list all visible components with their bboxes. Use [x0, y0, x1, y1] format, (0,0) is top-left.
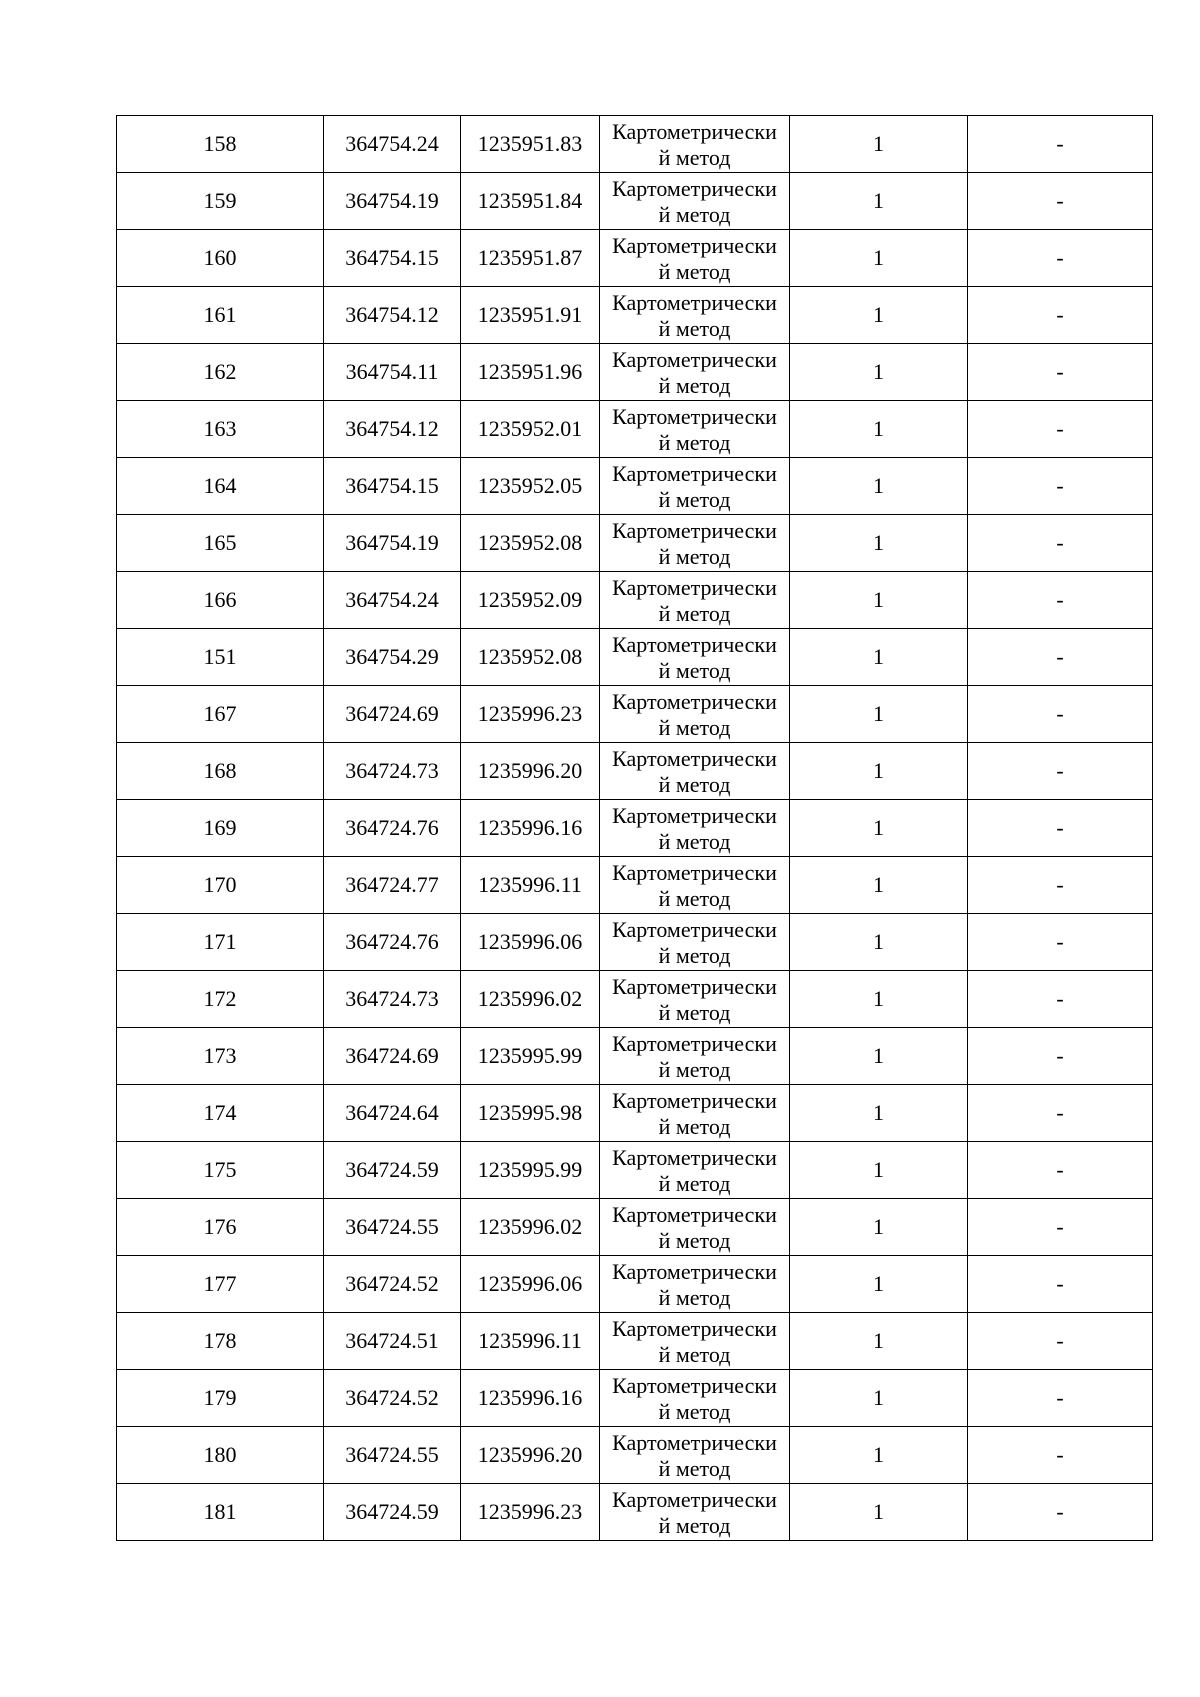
- cell-accuracy: 1: [790, 344, 968, 401]
- cell-coordinate-y: 1235996.02: [461, 1199, 600, 1256]
- cell-method: [600, 572, 790, 629]
- table-row: [117, 914, 1153, 971]
- cell-method: [600, 857, 790, 914]
- cell-coordinate-x: 364724.59: [324, 1142, 461, 1199]
- cell-coordinate-x: 364724.73: [324, 743, 461, 800]
- cell-coordinate-y: 1235996.06: [461, 1256, 600, 1313]
- method-text-line-1: Картометрически: [612, 1030, 777, 1056]
- method-text-line-1: Картометрически: [612, 1315, 777, 1341]
- cell-method: [600, 1199, 790, 1256]
- cell-point-number: 173: [117, 1028, 324, 1085]
- cell-coordinate-x: 364724.51: [324, 1313, 461, 1370]
- cell-description: -: [968, 1085, 1153, 1142]
- cell-coordinate-x: 364754.19: [324, 173, 461, 230]
- table-row: [117, 287, 1153, 344]
- table-row: [117, 1256, 1153, 1313]
- method-text-line-1: Картометрически: [612, 574, 777, 600]
- table-row: [117, 1199, 1153, 1256]
- table-row: [117, 458, 1153, 515]
- cell-coordinate-x: 364724.76: [324, 800, 461, 857]
- table-row: [117, 971, 1153, 1028]
- method-text-line-2: й метод: [658, 372, 731, 398]
- method-text-line-2: й метод: [658, 1398, 731, 1424]
- cell-accuracy: 1: [790, 914, 968, 971]
- method-text-line-1: Картометрически: [612, 631, 777, 657]
- method-text-line-2: й метод: [658, 828, 731, 854]
- cell-coordinate-y: 1235952.08: [461, 515, 600, 572]
- method-text-line-1: Картометрически: [612, 1258, 777, 1284]
- cell-point-number: 161: [117, 287, 324, 344]
- table-row: [117, 1085, 1153, 1142]
- table-row: [117, 515, 1153, 572]
- cell-coordinate-x: 364754.15: [324, 458, 461, 515]
- cell-coordinate-y: 1235996.11: [461, 1313, 600, 1370]
- cell-point-number: 176: [117, 1199, 324, 1256]
- cell-method: [600, 1370, 790, 1427]
- cell-coordinate-x: 364724.55: [324, 1427, 461, 1484]
- cell-coordinate-x: 364724.52: [324, 1256, 461, 1313]
- table-row: [117, 230, 1153, 287]
- cell-accuracy: 1: [790, 800, 968, 857]
- method-text-line-2: й метод: [658, 657, 731, 683]
- method-text-line-2: й метод: [658, 1341, 731, 1367]
- cell-description: -: [968, 1370, 1153, 1427]
- method-text-line-2: й метод: [658, 1170, 731, 1196]
- method-text-line-2: й метод: [658, 600, 731, 626]
- cell-accuracy: 1: [790, 743, 968, 800]
- method-text-line-2: й метод: [658, 885, 731, 911]
- cell-description: -: [968, 971, 1153, 1028]
- cell-coordinate-x: 364754.19: [324, 515, 461, 572]
- cell-coordinate-y: 1235996.20: [461, 1427, 600, 1484]
- method-text-line-1: Картометрически: [612, 973, 777, 999]
- method-text-line-2: й метод: [658, 429, 731, 455]
- cell-description: -: [968, 401, 1153, 458]
- cell-accuracy: 1: [790, 173, 968, 230]
- cell-description: -: [968, 857, 1153, 914]
- cell-description: -: [968, 116, 1153, 173]
- cell-coordinate-y: 1235995.98: [461, 1085, 600, 1142]
- method-text-line-1: Картометрически: [612, 346, 777, 372]
- cell-accuracy: 1: [790, 458, 968, 515]
- cell-point-number: 166: [117, 572, 324, 629]
- method-text-line-1: Картометрически: [612, 1486, 777, 1512]
- table-row: [117, 743, 1153, 800]
- method-text-line-2: й метод: [658, 1512, 731, 1538]
- method-text-line-2: й метод: [658, 486, 731, 512]
- cell-coordinate-y: 1235951.87: [461, 230, 600, 287]
- cell-description: -: [968, 629, 1153, 686]
- cell-description: -: [968, 1028, 1153, 1085]
- method-text-line-1: Картометрически: [612, 118, 777, 144]
- cell-description: -: [968, 344, 1153, 401]
- cell-point-number: 174: [117, 1085, 324, 1142]
- cell-description: -: [968, 1142, 1153, 1199]
- method-text-line-2: й метод: [658, 258, 731, 284]
- cell-point-number: 171: [117, 914, 324, 971]
- cell-method: [600, 401, 790, 458]
- cell-point-number: 179: [117, 1370, 324, 1427]
- cell-coordinate-x: 364724.77: [324, 857, 461, 914]
- cell-coordinate-y: 1235951.84: [461, 173, 600, 230]
- cell-description: -: [968, 230, 1153, 287]
- cell-coordinate-y: 1235996.11: [461, 857, 600, 914]
- cell-coordinate-x: 364754.11: [324, 344, 461, 401]
- cell-description: -: [968, 800, 1153, 857]
- cell-accuracy: 1: [790, 1313, 968, 1370]
- cell-accuracy: 1: [790, 1199, 968, 1256]
- cell-point-number: 159: [117, 173, 324, 230]
- cell-coordinate-x: 364754.12: [324, 287, 461, 344]
- method-text-line-2: й метод: [658, 1056, 731, 1082]
- cell-coordinate-x: 364724.73: [324, 971, 461, 1028]
- method-text-line-2: й метод: [658, 144, 731, 170]
- table-row: [117, 116, 1153, 173]
- method-text-line-2: й метод: [658, 771, 731, 797]
- cell-method: [600, 743, 790, 800]
- cell-method: [600, 173, 790, 230]
- cell-method: [600, 458, 790, 515]
- cell-description: -: [968, 458, 1153, 515]
- method-text-line-2: й метод: [658, 942, 731, 968]
- cell-coordinate-y: 1235951.96: [461, 344, 600, 401]
- cell-point-number: 165: [117, 515, 324, 572]
- cell-method: [600, 344, 790, 401]
- cell-point-number: 162: [117, 344, 324, 401]
- method-text-line-1: Картометрически: [612, 289, 777, 315]
- cell-description: -: [968, 743, 1153, 800]
- table-row: [117, 344, 1153, 401]
- method-text-line-2: й метод: [658, 315, 731, 341]
- cell-point-number: 178: [117, 1313, 324, 1370]
- cell-description: -: [968, 173, 1153, 230]
- method-text-line-1: Картометрически: [612, 460, 777, 486]
- cell-accuracy: 1: [790, 1256, 968, 1313]
- cell-coordinate-x: 364754.29: [324, 629, 461, 686]
- cell-point-number: 164: [117, 458, 324, 515]
- cell-accuracy: 1: [790, 401, 968, 458]
- cell-description: -: [968, 686, 1153, 743]
- table-row: [117, 1142, 1153, 1199]
- cell-coordinate-y: 1235995.99: [461, 1142, 600, 1199]
- method-text-line-1: Картометрически: [612, 517, 777, 543]
- cell-point-number: 177: [117, 1256, 324, 1313]
- method-text-line-1: Картометрически: [612, 175, 777, 201]
- method-text-line-1: Картометрически: [612, 859, 777, 885]
- cell-point-number: 167: [117, 686, 324, 743]
- method-text-line-1: Картометрически: [612, 1144, 777, 1170]
- cell-accuracy: 1: [790, 1085, 968, 1142]
- cell-coordinate-y: 1235952.08: [461, 629, 600, 686]
- cell-accuracy: 1: [790, 1370, 968, 1427]
- method-text-line-2: й метод: [658, 543, 731, 569]
- method-text-line-1: Картометрически: [612, 688, 777, 714]
- cell-point-number: 181: [117, 1484, 324, 1541]
- method-text-line-1: Картометрически: [612, 1087, 777, 1113]
- cell-method: [600, 1142, 790, 1199]
- method-text-line-1: Картометрически: [612, 1372, 777, 1398]
- cell-coordinate-x: 364724.55: [324, 1199, 461, 1256]
- method-text-line-1: Картометрически: [612, 403, 777, 429]
- cell-accuracy: 1: [790, 116, 968, 173]
- cell-coordinate-y: 1235952.05: [461, 458, 600, 515]
- cell-coordinate-x: 364754.24: [324, 572, 461, 629]
- cell-accuracy: 1: [790, 629, 968, 686]
- cell-description: -: [968, 1256, 1153, 1313]
- cell-coordinate-x: 364724.52: [324, 1370, 461, 1427]
- table-row: [117, 857, 1153, 914]
- cell-description: -: [968, 1427, 1153, 1484]
- table-row: [117, 401, 1153, 458]
- cell-method: [600, 1313, 790, 1370]
- method-text-line-1: Картометрически: [612, 232, 777, 258]
- cell-point-number: 168: [117, 743, 324, 800]
- table-row: [117, 1427, 1153, 1484]
- cell-point-number: 170: [117, 857, 324, 914]
- cell-method: [600, 515, 790, 572]
- cell-description: -: [968, 1313, 1153, 1370]
- cell-coordinate-y: 1235952.09: [461, 572, 600, 629]
- cell-accuracy: 1: [790, 287, 968, 344]
- cell-coordinate-y: 1235996.23: [461, 686, 600, 743]
- cell-method: [600, 116, 790, 173]
- cell-coordinate-x: 364754.24: [324, 116, 461, 173]
- coordinates-table: [116, 115, 1153, 1541]
- cell-description: -: [968, 914, 1153, 971]
- cell-accuracy: 1: [790, 1484, 968, 1541]
- cell-coordinate-x: 364724.59: [324, 1484, 461, 1541]
- cell-method: [600, 914, 790, 971]
- method-text-line-2: й метод: [658, 1284, 731, 1310]
- cell-description: -: [968, 1484, 1153, 1541]
- cell-description: -: [968, 287, 1153, 344]
- cell-coordinate-y: 1235951.91: [461, 287, 600, 344]
- table-body: [117, 116, 1153, 1541]
- method-text-line-1: Картометрически: [612, 802, 777, 828]
- method-text-line-1: Картометрически: [612, 1429, 777, 1455]
- cell-method: [600, 800, 790, 857]
- table-row: [117, 1484, 1153, 1541]
- method-text-line-1: Картометрически: [612, 1201, 777, 1227]
- cell-method: [600, 1085, 790, 1142]
- cell-accuracy: 1: [790, 971, 968, 1028]
- cell-coordinate-x: 364724.69: [324, 686, 461, 743]
- cell-method: [600, 1427, 790, 1484]
- cell-method: [600, 686, 790, 743]
- cell-coordinate-y: 1235952.01: [461, 401, 600, 458]
- cell-coordinate-x: 364724.64: [324, 1085, 461, 1142]
- cell-method: [600, 1484, 790, 1541]
- cell-description: -: [968, 515, 1153, 572]
- cell-method: [600, 971, 790, 1028]
- cell-point-number: 151: [117, 629, 324, 686]
- table-row: [117, 686, 1153, 743]
- cell-description: -: [968, 1199, 1153, 1256]
- cell-method: [600, 230, 790, 287]
- table-row: [117, 572, 1153, 629]
- cell-accuracy: 1: [790, 515, 968, 572]
- cell-coordinate-y: 1235996.16: [461, 800, 600, 857]
- cell-accuracy: 1: [790, 686, 968, 743]
- cell-method: [600, 629, 790, 686]
- cell-accuracy: 1: [790, 230, 968, 287]
- cell-accuracy: 1: [790, 1028, 968, 1085]
- cell-coordinate-x: 364724.76: [324, 914, 461, 971]
- cell-coordinate-y: 1235996.23: [461, 1484, 600, 1541]
- table-row: [117, 1313, 1153, 1370]
- method-text-line-1: Картометрически: [612, 745, 777, 771]
- cell-point-number: 160: [117, 230, 324, 287]
- method-text-line-2: й метод: [658, 1227, 731, 1253]
- cell-point-number: 180: [117, 1427, 324, 1484]
- cell-coordinate-x: 364724.69: [324, 1028, 461, 1085]
- cell-accuracy: 1: [790, 1142, 968, 1199]
- method-text-line-2: й метод: [658, 999, 731, 1025]
- method-text-line-2: й метод: [658, 1113, 731, 1139]
- cell-description: -: [968, 572, 1153, 629]
- cell-method: [600, 287, 790, 344]
- cell-point-number: 158: [117, 116, 324, 173]
- table-row: [117, 1028, 1153, 1085]
- method-text-line-2: й метод: [658, 1455, 731, 1481]
- method-text-line-1: Картометрически: [612, 916, 777, 942]
- cell-coordinate-y: 1235995.99: [461, 1028, 600, 1085]
- cell-coordinate-y: 1235951.83: [461, 116, 600, 173]
- method-text-line-2: й метод: [658, 201, 731, 227]
- cell-point-number: 169: [117, 800, 324, 857]
- cell-point-number: 172: [117, 971, 324, 1028]
- cell-coordinate-x: 364754.12: [324, 401, 461, 458]
- cell-point-number: 175: [117, 1142, 324, 1199]
- cell-method: [600, 1256, 790, 1313]
- cell-coordinate-y: 1235996.06: [461, 914, 600, 971]
- cell-coordinate-x: 364754.15: [324, 230, 461, 287]
- table-row: [117, 1370, 1153, 1427]
- table-row: [117, 800, 1153, 857]
- cell-method: [600, 1028, 790, 1085]
- cell-accuracy: 1: [790, 572, 968, 629]
- cell-point-number: 163: [117, 401, 324, 458]
- cell-coordinate-y: 1235996.20: [461, 743, 600, 800]
- cell-coordinate-y: 1235996.16: [461, 1370, 600, 1427]
- table-row: [117, 173, 1153, 230]
- method-text-line-2: й метод: [658, 714, 731, 740]
- cell-coordinate-y: 1235996.02: [461, 971, 600, 1028]
- table-row: [117, 629, 1153, 686]
- cell-accuracy: 1: [790, 1427, 968, 1484]
- cell-accuracy: 1: [790, 857, 968, 914]
